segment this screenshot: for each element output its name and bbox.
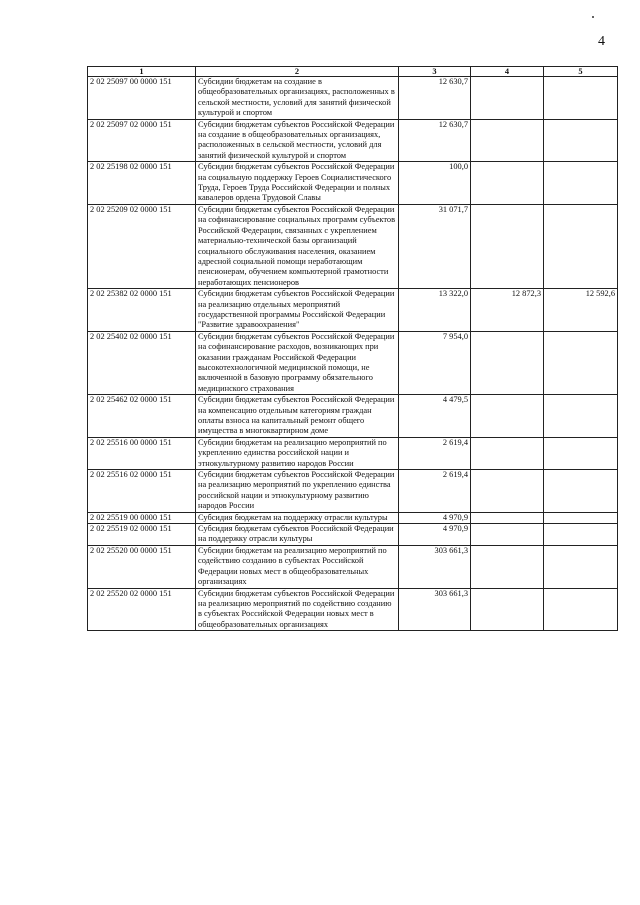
amount-col5-cell xyxy=(544,331,618,394)
amount-col4-cell xyxy=(471,77,544,120)
revenue-name-cell: Субсидии бюджетам субъектов Российской Федерации на создание в общеобразовательных организациях, расположенных в сельской местности, условий для занятий физической культурой и спортом xyxy=(196,119,399,162)
table-row xyxy=(88,588,618,631)
amount-col3-cell: 303 661,3 xyxy=(399,588,471,631)
column-header-5: 5 xyxy=(544,67,618,77)
amount-col4-cell xyxy=(471,470,544,513)
column-header-1: 1 xyxy=(88,67,196,77)
amount-col4-cell xyxy=(471,204,544,288)
table-row xyxy=(88,437,618,469)
amount-col5-cell xyxy=(544,437,618,469)
amount-col5-cell xyxy=(544,470,618,513)
revenue-name-cell: Субсидии бюджетам субъектов Российской Федерации на софинансирование социальных программ субъектов Российской Федерации, связанных с укреплением материально-технической базы организаций социального обслуживания населения, оказанием адресной социальной помощи неработающим пенсионерам, обучением компьютерной грамотности неработающих пенсионеров xyxy=(196,204,399,288)
budget-code-cell: 2 02 25520 02 0000 151 xyxy=(88,588,196,631)
budget-code-cell: 2 02 25462 02 0000 151 xyxy=(88,395,196,438)
amount-col4-cell xyxy=(471,119,544,162)
budget-code-cell: 2 02 25198 02 0000 151 xyxy=(88,162,196,205)
revenue-name-cell: Субсидии бюджетам субъектов Российской Федерации на реализацию мероприятий по укреплению единства российской нации и этнокультурному развитию народов России xyxy=(196,470,399,513)
revenue-name-cell: Субсидии бюджетам субъектов Российской Федерации на компенсацию отдельным категориям граждан оплаты взноса на капитальный ремонт общего имущества в многоквартирном доме xyxy=(196,395,399,438)
table-row xyxy=(88,162,618,205)
table-row xyxy=(88,204,618,288)
amount-col4-cell xyxy=(471,588,544,631)
table-row xyxy=(88,119,618,162)
budget-code-cell: 2 02 25097 00 0000 151 xyxy=(88,77,196,120)
amount-col5-cell xyxy=(544,524,618,546)
page-number: 4 xyxy=(598,34,605,49)
budget-code-cell: 2 02 25520 00 0000 151 xyxy=(88,545,196,588)
table-header-row xyxy=(88,67,618,77)
amount-col3-cell: 31 071,7 xyxy=(399,204,471,288)
amount-col3-cell: 2 619,4 xyxy=(399,470,471,513)
budget-revenue-table xyxy=(87,66,618,631)
amount-col4-cell: 12 872,3 xyxy=(471,289,544,332)
scan-speck xyxy=(592,16,594,18)
budget-code-cell: 2 02 25519 00 0000 151 xyxy=(88,512,196,523)
revenue-name-cell: Субсидии бюджетам субъектов Российской Федерации на социальную поддержку Героев Социалистического Труда, Героев Труда Российской Федерации и полных кавалеров ордена Трудовой Славы xyxy=(196,162,399,205)
budget-code-cell: 2 02 25402 02 0000 151 xyxy=(88,331,196,394)
amount-col5-cell xyxy=(544,204,618,288)
budget-code-cell: 2 02 25516 00 0000 151 xyxy=(88,437,196,469)
amount-col3-cell: 4 970,9 xyxy=(399,512,471,523)
amount-col5-cell xyxy=(544,162,618,205)
table-row xyxy=(88,512,618,523)
amount-col5-cell xyxy=(544,512,618,523)
amount-col4-cell xyxy=(471,524,544,546)
amount-col3-cell: 100,0 xyxy=(399,162,471,205)
column-header-4: 4 xyxy=(471,67,544,77)
amount-col3-cell: 7 954,0 xyxy=(399,331,471,394)
column-header-2: 2 xyxy=(196,67,399,77)
amount-col3-cell: 4 479,5 xyxy=(399,395,471,438)
amount-col5-cell xyxy=(544,119,618,162)
table-row xyxy=(88,545,618,588)
amount-col3-cell: 12 630,7 xyxy=(399,77,471,120)
revenue-name-cell: Субсидии бюджетам на создание в общеобразовательных организациях, расположенных в сельской местности, условий для занятий физической культурой и спортом xyxy=(196,77,399,120)
amount-col3-cell: 4 970,9 xyxy=(399,524,471,546)
table-row xyxy=(88,470,618,513)
revenue-name-cell: Субсидии бюджетам субъектов Российской Федерации на реализацию мероприятий по содействию созданию в субъектах Российской Федерации новых мест в общеобразовательных организациях xyxy=(196,588,399,631)
amount-col5-cell xyxy=(544,77,618,120)
revenue-name-cell: Субсидии бюджетам субъектов Российской Федерации на софинансирование расходов, возникающих при оказании гражданам Российской Федерации высокотехнологичной медицинской помощи, не включенной в базовую программу обязательного медицинского страхования xyxy=(196,331,399,394)
table-row xyxy=(88,289,618,332)
amount-col3-cell: 12 630,7 xyxy=(399,119,471,162)
amount-col3-cell: 303 661,3 xyxy=(399,545,471,588)
amount-col4-cell xyxy=(471,395,544,438)
budget-code-cell: 2 02 25516 02 0000 151 xyxy=(88,470,196,513)
table-row xyxy=(88,524,618,546)
budget-code-cell: 2 02 25097 02 0000 151 xyxy=(88,119,196,162)
revenue-name-cell: Субсидия бюджетам субъектов Российской Федерации на поддержку отрасли культуры xyxy=(196,524,399,546)
amount-col5-cell xyxy=(544,588,618,631)
amount-col5-cell: 12 592,6 xyxy=(544,289,618,332)
budget-code-cell: 2 02 25209 02 0000 151 xyxy=(88,204,196,288)
amount-col5-cell xyxy=(544,545,618,588)
amount-col4-cell xyxy=(471,437,544,469)
budget-code-cell: 2 02 25519 02 0000 151 xyxy=(88,524,196,546)
revenue-name-cell: Субсидии бюджетам на реализацию мероприятий по содействию созданию в субъектах Российской Федерации новых мест в общеобразовательных организациях xyxy=(196,545,399,588)
table-row xyxy=(88,77,618,120)
revenue-name-cell: Субсидия бюджетам на поддержку отрасли культуры xyxy=(196,512,399,523)
revenue-name-cell: Субсидии бюджетам на реализацию мероприятий по укреплению единства российской нации и этнокультурному развитию народов России xyxy=(196,437,399,469)
amount-col4-cell xyxy=(471,545,544,588)
table-row xyxy=(88,395,618,438)
revenue-name-cell: Субсидии бюджетам субъектов Российской Федерации на реализацию отдельных мероприятий государственной программы Российской Федерации "Развитие здравоохранения" xyxy=(196,289,399,332)
amount-col3-cell: 2 619,4 xyxy=(399,437,471,469)
column-header-3: 3 xyxy=(399,67,471,77)
table-row xyxy=(88,331,618,394)
table-body xyxy=(88,77,618,631)
amount-col4-cell xyxy=(471,512,544,523)
amount-col3-cell: 13 322,0 xyxy=(399,289,471,332)
amount-col4-cell xyxy=(471,162,544,205)
budget-code-cell: 2 02 25382 02 0000 151 xyxy=(88,289,196,332)
amount-col4-cell xyxy=(471,331,544,394)
amount-col5-cell xyxy=(544,395,618,438)
